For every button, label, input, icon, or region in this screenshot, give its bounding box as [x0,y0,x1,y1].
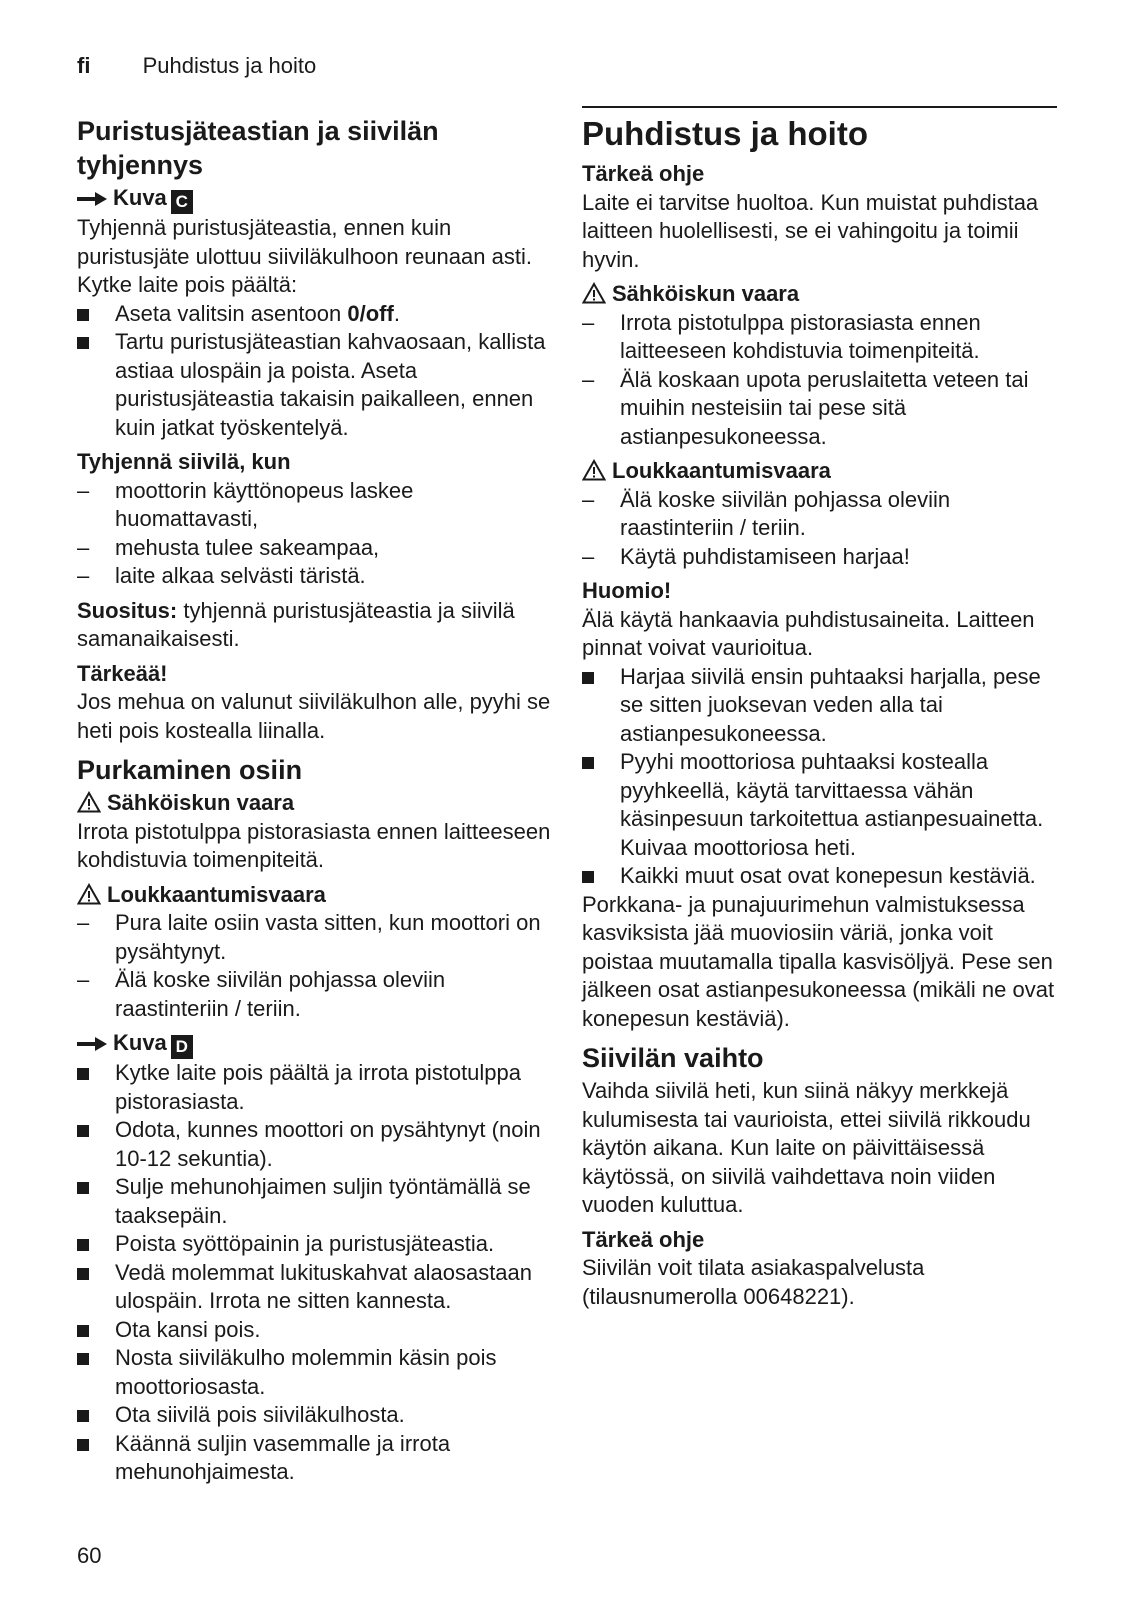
bullet-square-icon [77,1344,115,1373]
emptying-steps [77,300,555,443]
injury-warning: Loukkaantumisvaara [77,881,555,910]
list-item: Aseta valitsin asentoon 0/off. [77,300,555,329]
sieve-subheading: Tyhjennä siivilä, kun [77,449,291,474]
sieve-conditions [77,477,555,591]
list-item: Kaikki muut osat ovat konepesun kestäviä. [582,862,1057,891]
list-item: – Pura laite osiin vasta sitten, kun moottori on pysähtynyt. [77,910,541,964]
warning-triangle-icon [77,791,101,813]
list-item: Ota kansi pois. [77,1316,555,1345]
figure-reference-d [77,1029,555,1059]
warning-triangle-icon [582,282,606,304]
disassembly-heading: Purkaminen osiin [77,755,303,785]
figure-reference-c [77,184,555,214]
important-note-title: Tärkeä ohje [582,161,705,186]
list-item: – Älä koskaan upota peruslaitetta veteen tai muihin nesteisiin tai pese sitä astianpesukoneessa. [582,366,1029,449]
section-divider [582,106,1057,108]
cleaning-heading: Puhdistus ja hoito [582,115,868,152]
list-item: Odota, kunnes moottori on pysähtynyt (noin 10-12 sekuntia). [77,1116,555,1173]
bullet-square-icon [582,663,620,692]
bullet-square-icon [77,1401,115,1430]
language-code: fi [77,53,91,78]
electric-shock-warning: Sähköiskun vaara [582,280,1057,309]
list-item: – moottorin käyttönopeus laskee huomattavasti, [77,477,414,531]
list-item: Poista syöttöpainin ja puristusjäteastia. [77,1230,555,1259]
arrow-right-icon [77,185,107,214]
header-title: Puhdistus ja hoito [142,53,317,78]
attention-title: Huomio! [582,578,672,603]
bullet-square-icon [77,328,115,357]
list-item: Pyyhi moottoriosa puhtaaksi kostealla pyyhkeellä, käytä tarvittaessa vähän käsinpesuun tarkoitettua astianpesuainetta. Kuivaa moottoriosa heti. [582,748,1057,862]
bullet-square-icon [77,1116,115,1145]
cleaning-steps [582,663,1057,891]
figure-letter: C [171,190,193,214]
figure-letter: D [171,1035,193,1059]
attention-text: Älä käytä hankaavia puhdistusaineita. Laitteen pinnat voivat vaurioitua. [582,606,1035,660]
page-header [77,52,316,80]
right-column [582,106,1057,1311]
electric-shock-list [582,309,1057,452]
bullet-square-icon [77,1230,115,1259]
bullet-square-icon [77,1259,115,1288]
warning-triangle-icon [582,459,606,481]
list-item: Sulje mehunohjaimen suljin työntämällä se taaksepäin. [77,1173,555,1230]
replacement-note-title: Tärkeä ohje [582,1226,705,1252]
emptying-heading: Puristusjäteastian ja siivilän tyhjennys [77,116,439,180]
list-item: – Älä koske siivilän pohjassa oleviin raastinteriin / teriin. [77,967,446,1021]
carrot-beet-text: Porkkana- ja punajuurimehun valmistuksessa kasviksista jää muoviosiin väriä, jonka voit poistaa muutamalla tipalla kasvisöljyä. Pese sen jälkeen osat astianpesukoneessa (mikäli ne ovat konepesun kestäviä). [582,891,1055,1031]
page-number: 60 [77,1543,102,1568]
recommendation: Suositus: tyhjennä puristusjäteastia ja siivilä samanaikaisesti. [77,597,515,651]
bullet-square-icon [77,1316,115,1345]
list-item: – Käytä puhdistamiseen harjaa! [582,543,910,569]
important-subheading: Tärkeää! [77,660,168,686]
figure-label: Kuva [113,1030,167,1055]
bullet-square-icon [77,300,115,329]
injury-warning: Loukkaantumisvaara [582,457,1057,486]
replacement-heading: Siivilän vaihto [582,1043,764,1073]
emptying-intro: Tyhjennä puristusjäteastia, ennen kuin puristusjäte ulottuu siiviläkulhoon reunaan asti. Kytke laite pois päältä: [77,215,532,297]
list-item: – mehusta tulee sakeampaa, [77,534,380,560]
electric-shock-warning: Sähköiskun vaara [77,789,555,818]
injury-list [582,486,1057,572]
list-item: Harjaa siivilä ensin puhtaaksi harjalla, pese se sitten juoksevan veden alla tai astianpesukoneessa. [582,663,1057,749]
bullet-square-icon [582,862,620,891]
electric-shock-text: Irrota pistotulppa pistorasiasta ennen laitteeseen kohdistuvia toimenpiteitä. [77,818,551,872]
important-note-text: Laite ei tarvitse huoltoa. Kun muistat puhdistaa laitteen huolellisesti, se ei vahingoitu ja toimii hyvin. [582,189,1039,272]
warning-triangle-icon [77,883,101,905]
list-item: – Irrota pistotulppa pistorasiasta ennen laitteeseen kohdistuvia toimenpiteitä. [582,309,981,363]
disassembly-steps [77,1059,555,1487]
important-text: Jos mehua on valunut siiviläkulhon alle, pyyhi se heti pois kostealla liinalla. [77,689,551,743]
replacement-text: Vaihda siivilä heti, kun siinä näkyy merkkejä kulumisesta tai vaurioista, ettei siivilä rikkoudu käytön aikana. Kun laite on päivittäisessä käytössä, on siivilä vaihdettava noin viiden vuoden kuluttua. [582,1078,1031,1217]
list-item: Tartu puristusjäteastian kahvaosaan, kallista astiaa ulospäin ja poista. Aseta puristusjäteastia takaisin paikalleen, ennen kuin jatkat työskentelyä. [77,328,555,442]
list-item: Vedä molemmat lukituskahvat alaosastaan ulospäin. Irrota ne sitten kannesta. [77,1259,555,1316]
bullet-square-icon [77,1430,115,1459]
list-item: – Älä koske siivilän pohjassa oleviin raastinteriin / teriin. [582,486,951,540]
list-item: – laite alkaa selvästi täristä. [77,563,366,588]
bullet-square-icon [77,1173,115,1202]
list-item: Käännä suljin vasemmalle ja irrota mehunohjaimesta. [77,1430,555,1487]
figure-label: Kuva [113,185,167,210]
list-item: Kytke laite pois päältä ja irrota pistotulppa pistorasiasta. [77,1059,555,1116]
bullet-square-icon [77,1059,115,1088]
list-item: Nosta siiviläkulho molemmin käsin pois moottoriosasta. [77,1344,555,1401]
replacement-note-text: Siivilän voit tilata asiakaspalvelusta (tilausnumerolla 00648221). [582,1255,925,1309]
injury-list [77,909,555,1023]
list-item: Ota siivilä pois siiviläkulhosta. [77,1401,555,1430]
arrow-right-icon [77,1030,107,1059]
bullet-square-icon [582,748,620,777]
left-column [77,106,555,1487]
